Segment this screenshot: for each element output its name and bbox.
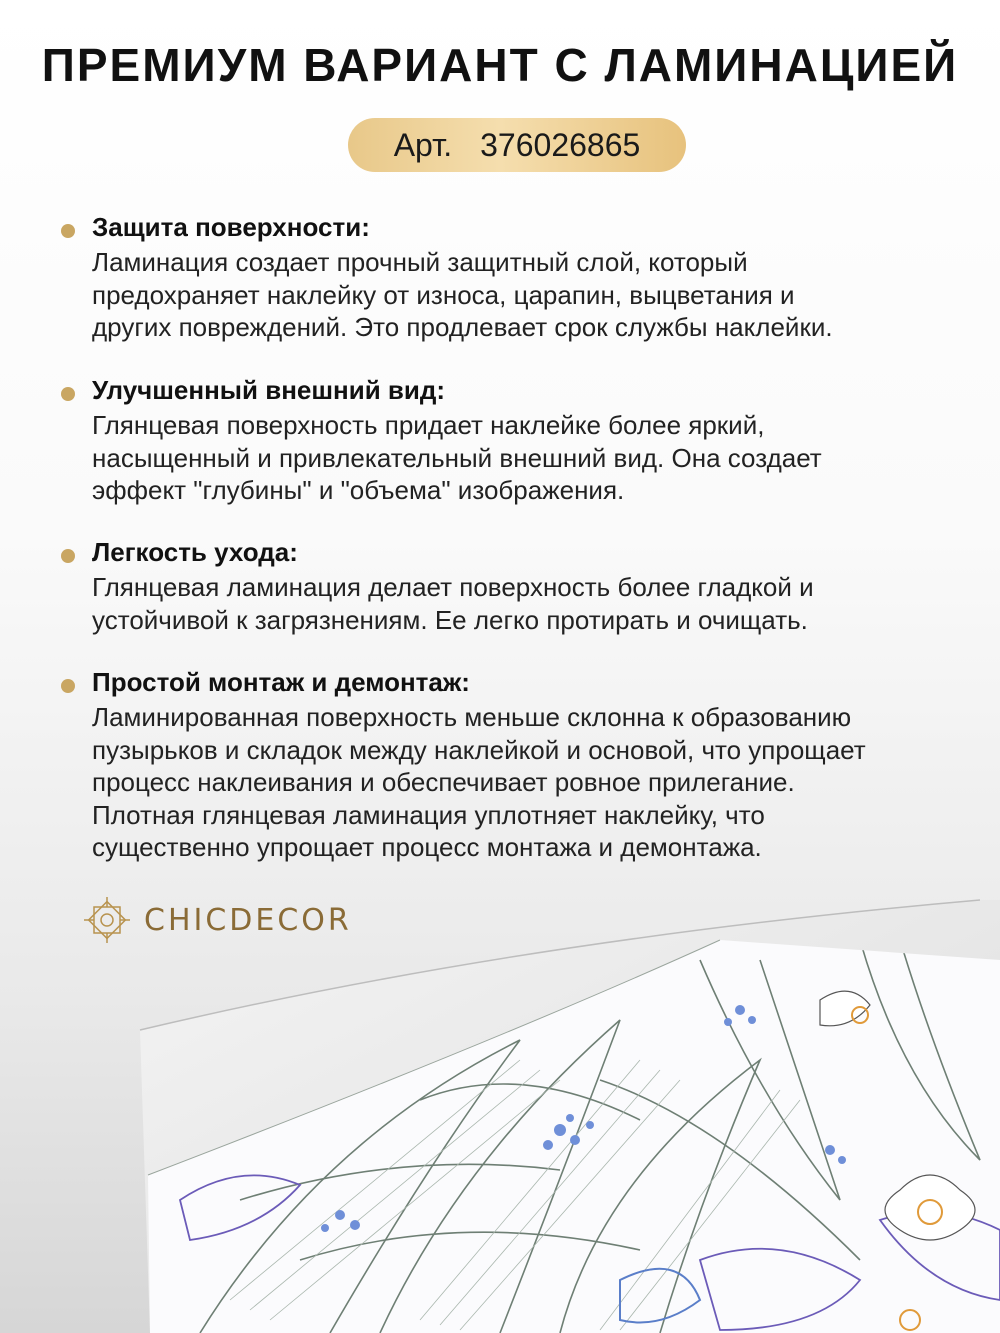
bullet-icon: [61, 224, 75, 238]
feature-line: процесс наклеивания и обеспечивает ровное прилегание.: [92, 767, 795, 797]
feature-line: устойчивой к загрязнениям. Ее легко протирать и очищать.: [92, 604, 808, 635]
page-title: ПРЕМИУМ ВАРИАНТ С ЛАМИНАЦИЕЙ: [41, 39, 959, 91]
article-label: Арт.: [393, 126, 453, 163]
feature-line: пузырьков и складок между наклейкой и основой, что упрощает: [92, 734, 866, 765]
feature-heading: Защита поверхности:: [92, 212, 370, 242]
feature-body: [92, 701, 972, 864]
brand-logo: [82, 895, 352, 945]
feature-heading: Простой монтаж и демонтаж:: [92, 667, 470, 697]
feature-line: Глянцевая ламинация делает поверхность более гладкой и: [92, 572, 814, 602]
feature-line: эффект "глубины" и "объема" изображения.: [92, 475, 625, 505]
article-number: 376026865: [480, 126, 641, 163]
bullet-icon: [61, 387, 75, 401]
laminated-sticker-image: [0, 880, 1000, 1333]
feature-line: существенно упрощает процесс монтажа и демонтажа.: [92, 832, 762, 862]
feature-line: Ламинация создает прочный защитный слой, который: [92, 247, 748, 277]
feature-body: [92, 409, 972, 507]
feature-line: других повреждений. Это продлевает срок службы наклейки.: [92, 312, 833, 342]
feature-body: [92, 571, 972, 636]
article-badge: [348, 118, 686, 172]
ornament-logo-icon: [82, 895, 132, 945]
brand-name: CHICDECOR: [144, 902, 352, 938]
feature-line: Глянцевая поверхность придает наклейке более яркий,: [92, 410, 765, 440]
feature-heading: Улучшенный внешний вид:: [92, 375, 446, 405]
feature-line: Ламинированная поверхность меньше склонна к образованию: [92, 702, 852, 732]
feature-line: предохраняет наклейку от износа, царапин, выцветания и: [92, 279, 795, 310]
feature-line: Плотная глянцевая ламинация уплотняет наклейку, что: [92, 799, 765, 830]
bullet-icon: [61, 549, 75, 563]
bullet-icon: [61, 679, 75, 693]
feature-body: [92, 246, 972, 344]
feature-heading: Легкость ухода:: [92, 537, 298, 567]
feature-line: насыщенный и привлекательный внешний вид. Она создает: [92, 442, 822, 473]
